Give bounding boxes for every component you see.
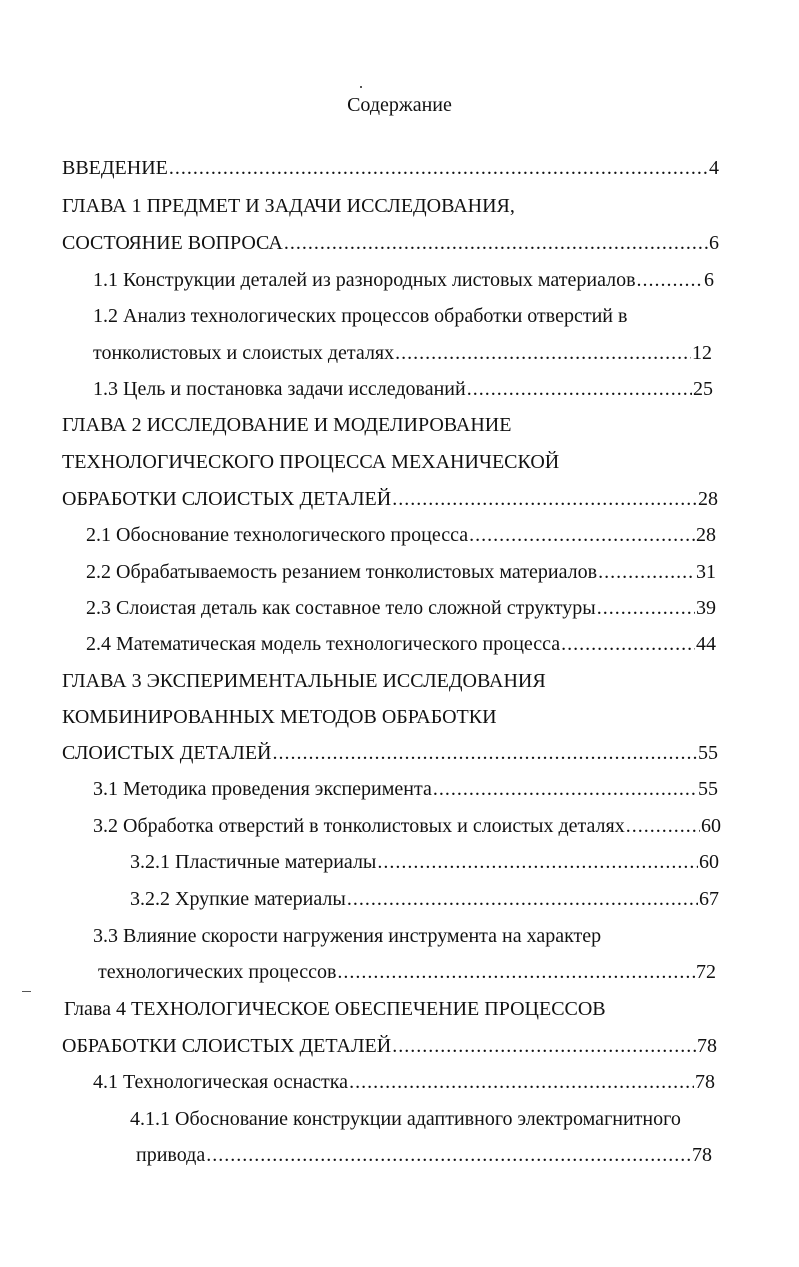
toc-page-number: 78: [697, 1035, 717, 1057]
toc-heading-line: ГЛАВА 3 ЭКСПЕРИМЕНТАЛЬНЫЕ ИССЛЕДОВАНИЯ: [62, 670, 546, 692]
toc-entry: [93, 268, 714, 292]
toc-page-number: 67: [699, 888, 719, 910]
toc-entry: [130, 850, 719, 874]
toc-entry-text: 2.1 Обоснование технологического процесса: [86, 524, 469, 546]
toc-leader-dots: [169, 156, 708, 180]
toc-leader-dots: [206, 1143, 691, 1167]
toc-leader-dots: [349, 1070, 694, 1094]
toc-page-number: 12: [692, 342, 712, 364]
toc-page-number: 55: [698, 742, 718, 764]
toc-heading-line: ТЕХНОЛОГИЧЕСКОГО ПРОЦЕССА МЕХАНИЧЕСКОЙ: [62, 451, 560, 473]
toc-page-number: 44: [696, 633, 716, 655]
toc-entry: [98, 960, 716, 984]
toc-heading-line: ГЛАВА 2 ИССЛЕДОВАНИЕ И МОДЕЛИРОВАНИЕ: [62, 414, 512, 436]
page-title: Содержание: [347, 94, 452, 116]
toc-leader-dots: [469, 523, 695, 547]
toc-page-number: 28: [696, 524, 716, 546]
toc-leader-dots: [284, 231, 708, 255]
toc-leader-dots: [392, 487, 697, 511]
toc-page-number: 55: [698, 778, 718, 800]
toc-heading-line: ГЛАВА 1 ПРЕДМЕТ И ЗАДАЧИ ИССЛЕДОВАНИЯ,: [62, 195, 515, 217]
toc-leader-dots: [395, 341, 691, 365]
toc-leader-dots: [377, 850, 698, 874]
toc-entry: [93, 341, 712, 365]
toc-heading-line: 1.2 Анализ технологических процессов обработки отверстий в: [93, 305, 628, 327]
toc-page-number: 25: [693, 378, 713, 400]
toc-entry-text: 3.2.2 Хрупкие материалы: [130, 888, 346, 910]
toc-leader-dots: [337, 960, 695, 984]
toc-entry-text: 3.2 Обработка отверстий в тонколистовых и слоистых деталях: [93, 815, 625, 837]
toc-entry-text: тонколистовых и слоистых деталях: [93, 342, 395, 364]
toc-entry: [62, 487, 718, 511]
toc-leader-dots: [392, 1034, 696, 1058]
toc-entry-text: 2.3 Слоистая деталь как составное тело сложной структуры: [86, 597, 596, 619]
toc-entry-text: СЛОИСТЫХ ДЕТАЛЕЙ: [62, 742, 272, 764]
toc-page-number: 31: [696, 561, 716, 583]
toc-leader-dots: [272, 741, 697, 765]
toc-entry: [93, 377, 713, 401]
toc-leader-dots: [347, 887, 698, 911]
toc-entry-text: СОСТОЯНИЕ ВОПРОСА: [62, 232, 283, 254]
toc-page-number: 4: [709, 157, 719, 179]
toc-entry-text: 1.3 Цель и постановка задачи исследований: [93, 378, 466, 400]
toc-entry-text: 3.1 Методика проведения эксперимента: [93, 778, 432, 800]
toc-page-number: 78: [692, 1144, 712, 1166]
toc-entry: [93, 777, 718, 801]
toc-entry: [62, 231, 719, 255]
toc-entry: [62, 741, 718, 765]
toc-page-number: 78: [695, 1071, 715, 1093]
toc-page-number: 6: [704, 269, 714, 291]
toc-entry-text: ВВЕДЕНИЕ: [62, 157, 168, 179]
toc-entry: [86, 596, 716, 620]
toc-leader-dots: [597, 596, 695, 620]
toc-leader-dots: [626, 814, 700, 838]
toc-leader-dots: [433, 777, 697, 801]
toc-entry: [93, 814, 721, 838]
toc-leader-dots: [561, 632, 695, 656]
toc-entry-text: ОБРАБОТКИ СЛОИСТЫХ ДЕТАЛЕЙ: [62, 1035, 392, 1057]
toc-entry-text: 2.4 Математическая модель технологического процесса: [86, 633, 561, 655]
scan-speck: [22, 991, 31, 992]
toc-page-number: 39: [696, 597, 716, 619]
toc-entry-text: 2.2 Обрабатываемость резанием тонколистовых материалов: [86, 561, 598, 583]
toc-leader-dots: [637, 268, 703, 292]
toc-entry: [86, 632, 716, 656]
toc-entry: [86, 560, 716, 584]
toc-entry: [93, 1070, 715, 1094]
toc-heading-line: Глава 4 ТЕХНОЛОГИЧЕСКОЕ ОБЕСПЕЧЕНИЕ ПРОЦЕССОВ: [64, 998, 606, 1020]
toc-entry: [86, 523, 716, 547]
toc-page-number: 6: [709, 232, 719, 254]
toc-heading-line: КОМБИНИРОВАННЫХ МЕТОДОВ ОБРАБОТКИ: [62, 706, 497, 728]
toc-leader-dots: [467, 377, 692, 401]
toc-entry-text: привода: [136, 1144, 206, 1166]
toc-heading-line: 4.1.1 Обоснование конструкции адаптивного электромагнитного: [130, 1108, 681, 1130]
toc-entry-text: 1.1 Конструкции деталей из разнородных листовых материалов: [93, 269, 636, 291]
toc-entry: [130, 887, 719, 911]
toc-page-number: 28: [698, 488, 718, 510]
toc-entry: [136, 1143, 712, 1167]
toc-page-number: 60: [699, 851, 719, 873]
toc-page-number: 72: [696, 961, 716, 983]
toc-entry: [62, 1034, 717, 1058]
toc-entry-text: ОБРАБОТКИ СЛОИСТЫХ ДЕТАЛЕЙ: [62, 488, 392, 510]
toc-entry: [62, 156, 719, 180]
toc-entry-text: 3.2.1 Пластичные материалы: [130, 851, 377, 873]
toc-heading-line: 3.3 Влияние скорости нагружения инструмента на характер: [93, 925, 602, 947]
toc-page-number: 60: [701, 815, 721, 837]
toc-entry-text: 4.1 Технологическая оснастка: [93, 1071, 349, 1093]
toc-entry-text: технологических процессов: [98, 961, 337, 983]
scan-speck: [360, 86, 362, 88]
toc-leader-dots: [598, 560, 695, 584]
